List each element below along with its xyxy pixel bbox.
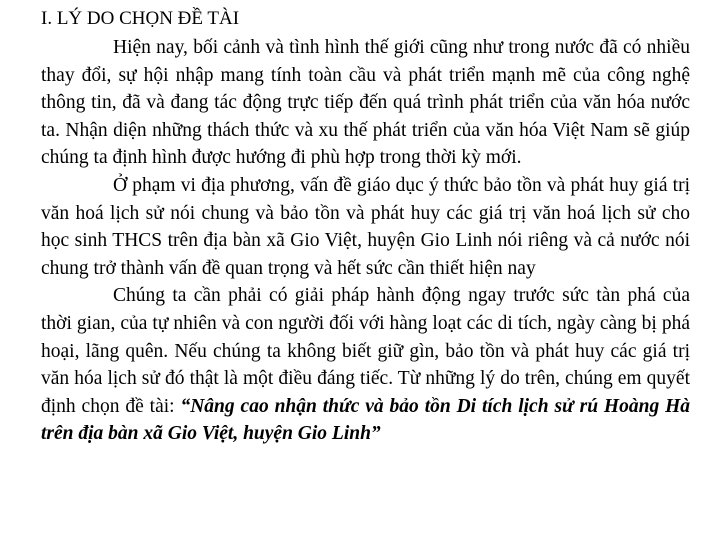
paragraph-local-scope: Ở phạm vi địa phương, vấn đề giáo dục ý thức bảo tồn và phát huy giá trị văn hoá lịch sử nói chung và bảo tồn và phát huy các giá trị văn hoá lịch sử cho học sinh THCS trên địa bàn xã Gio Việt, huyện Gio Linh nói riêng và cả nước nói chung trở thành vấn đề quan trọng và hết sức cần thiết hiện nay: [41, 174, 690, 279]
paragraph-action-text: Chúng ta cần phải có giải pháp hành động ngay trước sức tàn phá của thời gian, của tự nhiên và con người đối với hàng loạt các di tích, ngày càng bị phá hoại, lãng quên. Nếu chúng ta không biết giữ gìn, bảo tồn và phát huy các giá trị văn hóa lịch sử đó thật là một điều đáng tiếc. Từ những lý do trên, chúng em quyết định chọn đề tài:: [41, 285, 690, 417]
section-heading: I. LÝ DO CHỌN ĐỀ TÀI: [41, 8, 240, 29]
topic-title: “Nâng cao nhận thức và bảo tồn Di tích lịch sử rú Hoàng Hà trên địa bàn xã Gio Việt, huyện Gio Linh”: [41, 395, 691, 445]
paragraph-context: Hiện nay, bối cảnh và tình hình thế giới cũng như trong nước đã có nhiều thay đổi, sự hội nhập mang tính toàn cầu và phát triển mạnh mẽ của công nghệ thông tin, đã và đang tác động trực tiếp đến quá trình phát triển của văn hóa nước ta. Nhận diện những thách thức và xu thế phát triển của văn hóa Việt Nam sẽ giúp chúng ta định hình được hướng đi phù hợp trong thời kỳ mới.: [41, 37, 690, 169]
paragraph-action: [41, 282, 690, 448]
